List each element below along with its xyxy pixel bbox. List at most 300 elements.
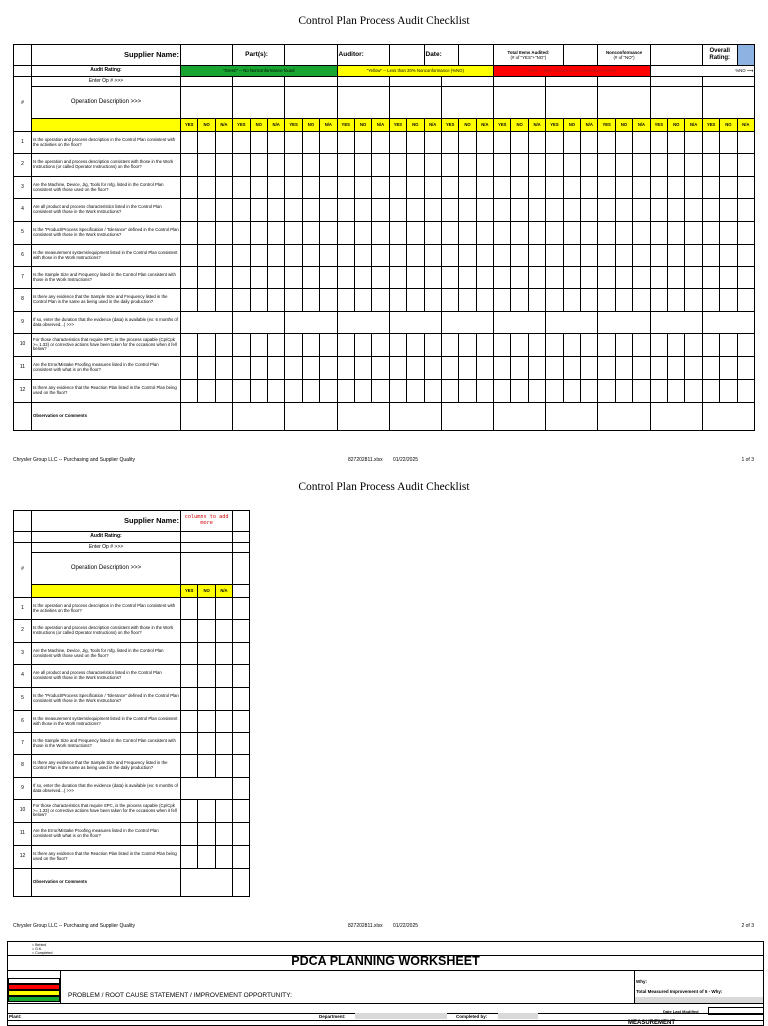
answer-cell[interactable]	[285, 245, 302, 267]
answer-cell[interactable]	[181, 643, 198, 665]
answer-cell[interactable]	[563, 154, 580, 177]
answer-cell[interactable]	[181, 711, 198, 733]
answer-cell[interactable]	[528, 199, 545, 222]
answer-cell[interactable]	[581, 289, 598, 312]
answer-cell[interactable]	[650, 334, 667, 357]
answer-cell[interactable]	[285, 267, 302, 289]
answer-cell[interactable]	[650, 289, 667, 312]
answer-cell[interactable]	[215, 357, 232, 380]
answer-cell[interactable]	[476, 177, 493, 199]
answer-cell[interactable]	[528, 357, 545, 380]
answer-cell[interactable]	[633, 357, 650, 380]
answer-cell[interactable]	[702, 334, 719, 357]
answer-cell[interactable]	[685, 380, 702, 403]
answer-cell[interactable]	[528, 245, 545, 267]
answer-cell[interactable]	[320, 199, 337, 222]
answer-cell[interactable]	[267, 289, 284, 312]
answer-cell[interactable]	[250, 222, 267, 245]
answer-cell[interactable]	[372, 334, 389, 357]
answer-cell[interactable]	[546, 245, 563, 267]
answer-cell[interactable]	[320, 334, 337, 357]
answer-cell[interactable]	[215, 380, 232, 403]
answer-cell[interactable]	[215, 755, 232, 778]
answer-cell[interactable]	[685, 334, 702, 357]
duration-field[interactable]	[494, 312, 546, 334]
answer-cell[interactable]	[668, 267, 685, 289]
answer-cell[interactable]	[424, 357, 441, 380]
answer-cell[interactable]	[581, 357, 598, 380]
answer-cell[interactable]	[407, 132, 424, 154]
answer-cell[interactable]	[267, 267, 284, 289]
op-description-field[interactable]	[337, 87, 389, 119]
op-description-field[interactable]	[494, 87, 546, 119]
date-field[interactable]	[459, 45, 494, 66]
duration-field[interactable]	[546, 312, 598, 334]
answer-cell[interactable]	[233, 199, 250, 222]
answer-cell[interactable]	[285, 132, 302, 154]
answer-cell[interactable]	[528, 334, 545, 357]
answer-cell[interactable]	[494, 199, 511, 222]
op-description-field[interactable]	[181, 87, 233, 119]
answer-cell[interactable]	[511, 177, 528, 199]
total-items-field[interactable]	[563, 45, 598, 66]
answer-cell[interactable]	[615, 357, 632, 380]
answer-cell[interactable]	[215, 620, 232, 643]
answer-cell[interactable]	[233, 380, 250, 403]
answer-cell[interactable]	[354, 132, 371, 154]
answer-cell[interactable]	[233, 222, 250, 245]
answer-cell[interactable]	[407, 222, 424, 245]
answer-cell[interactable]	[650, 380, 667, 403]
answer-cell[interactable]	[181, 132, 198, 154]
answer-cell[interactable]	[215, 267, 232, 289]
answer-cell[interactable]	[215, 823, 232, 846]
answer-cell[interactable]	[320, 154, 337, 177]
nonconformance-field[interactable]	[650, 45, 702, 66]
answer-cell[interactable]	[181, 755, 198, 778]
answer-cell[interactable]	[441, 357, 458, 380]
answer-cell[interactable]	[650, 132, 667, 154]
answer-cell[interactable]	[372, 289, 389, 312]
answer-cell[interactable]	[285, 199, 302, 222]
answer-cell[interactable]	[198, 177, 215, 199]
answer-cell[interactable]	[354, 245, 371, 267]
answer-cell[interactable]	[511, 289, 528, 312]
answer-cell[interactable]	[441, 199, 458, 222]
answer-cell[interactable]	[546, 267, 563, 289]
answer-cell[interactable]	[615, 289, 632, 312]
answer-cell[interactable]	[668, 177, 685, 199]
answer-cell[interactable]	[389, 289, 406, 312]
observation-field[interactable]	[233, 403, 285, 431]
answer-cell[interactable]	[267, 357, 284, 380]
answer-cell[interactable]	[372, 132, 389, 154]
answer-cell[interactable]	[633, 267, 650, 289]
answer-cell[interactable]	[702, 177, 719, 199]
answer-cell[interactable]	[459, 267, 476, 289]
answer-cell[interactable]	[459, 245, 476, 267]
answer-cell[interactable]	[459, 132, 476, 154]
answer-cell[interactable]	[407, 357, 424, 380]
answer-cell[interactable]	[337, 380, 354, 403]
answer-cell[interactable]	[737, 222, 754, 245]
answer-cell[interactable]	[424, 245, 441, 267]
answer-cell[interactable]	[581, 267, 598, 289]
answer-cell[interactable]	[267, 199, 284, 222]
answer-cell[interactable]	[389, 334, 406, 357]
answer-cell[interactable]	[198, 823, 215, 846]
answer-cell[interactable]	[511, 154, 528, 177]
answer-cell[interactable]	[302, 267, 319, 289]
answer-cell[interactable]	[181, 357, 198, 380]
answer-cell[interactable]	[511, 245, 528, 267]
observation-field[interactable]	[598, 403, 650, 431]
answer-cell[interactable]	[546, 132, 563, 154]
completed-by-field[interactable]	[498, 1013, 538, 1019]
answer-cell[interactable]	[181, 823, 198, 846]
answer-cell[interactable]	[459, 357, 476, 380]
duration-field[interactable]	[181, 778, 233, 800]
answer-cell[interactable]	[581, 154, 598, 177]
answer-cell[interactable]	[337, 289, 354, 312]
observation-field[interactable]	[702, 403, 754, 431]
answer-cell[interactable]	[372, 380, 389, 403]
duration-field[interactable]	[441, 312, 493, 334]
answer-cell[interactable]	[563, 222, 580, 245]
answer-cell[interactable]	[563, 357, 580, 380]
answer-cell[interactable]	[250, 267, 267, 289]
answer-cell[interactable]	[198, 800, 215, 823]
answer-cell[interactable]	[424, 154, 441, 177]
answer-cell[interactable]	[198, 222, 215, 245]
answer-cell[interactable]	[598, 334, 615, 357]
answer-cell[interactable]	[563, 289, 580, 312]
answer-cell[interactable]	[320, 289, 337, 312]
answer-cell[interactable]	[546, 334, 563, 357]
answer-cell[interactable]	[615, 132, 632, 154]
answer-cell[interactable]	[633, 177, 650, 199]
answer-cell[interactable]	[668, 199, 685, 222]
answer-cell[interactable]	[650, 267, 667, 289]
answer-cell[interactable]	[720, 289, 737, 312]
answer-cell[interactable]	[407, 289, 424, 312]
answer-cell[interactable]	[615, 222, 632, 245]
answer-cell[interactable]	[633, 199, 650, 222]
answer-cell[interactable]	[181, 199, 198, 222]
answer-cell[interactable]	[215, 711, 232, 733]
answer-cell[interactable]	[459, 177, 476, 199]
answer-cell[interactable]	[181, 620, 198, 643]
answer-cell[interactable]	[198, 334, 215, 357]
answer-cell[interactable]	[181, 598, 198, 620]
answer-cell[interactable]	[511, 267, 528, 289]
answer-cell[interactable]	[650, 245, 667, 267]
answer-cell[interactable]	[737, 267, 754, 289]
answer-cell[interactable]	[685, 222, 702, 245]
answer-cell[interactable]	[650, 357, 667, 380]
duration-field[interactable]	[181, 312, 233, 334]
answer-cell[interactable]	[494, 245, 511, 267]
op-description-field[interactable]	[233, 87, 285, 119]
answer-cell[interactable]	[215, 154, 232, 177]
answer-cell[interactable]	[511, 132, 528, 154]
answer-cell[interactable]	[650, 222, 667, 245]
duration-field[interactable]	[233, 312, 285, 334]
observation-field[interactable]	[285, 403, 337, 431]
answer-cell[interactable]	[320, 222, 337, 245]
op-description-field[interactable]	[598, 87, 650, 119]
supplier-name-field[interactable]	[181, 45, 233, 66]
answer-cell[interactable]	[198, 132, 215, 154]
answer-cell[interactable]	[476, 154, 493, 177]
answer-cell[interactable]	[546, 380, 563, 403]
answer-cell[interactable]	[494, 222, 511, 245]
answer-cell[interactable]	[702, 380, 719, 403]
op-number-field[interactable]	[233, 77, 285, 87]
answer-cell[interactable]	[702, 245, 719, 267]
parts-field[interactable]	[285, 45, 337, 66]
answer-cell[interactable]	[215, 334, 232, 357]
answer-cell[interactable]	[354, 289, 371, 312]
answer-cell[interactable]	[668, 289, 685, 312]
answer-cell[interactable]	[546, 357, 563, 380]
answer-cell[interactable]	[563, 267, 580, 289]
answer-cell[interactable]	[198, 733, 215, 755]
answer-cell[interactable]	[511, 357, 528, 380]
answer-cell[interactable]	[389, 357, 406, 380]
answer-cell[interactable]	[267, 245, 284, 267]
answer-cell[interactable]	[737, 132, 754, 154]
answer-cell[interactable]	[668, 334, 685, 357]
answer-cell[interactable]	[424, 380, 441, 403]
answer-cell[interactable]	[581, 334, 598, 357]
answer-cell[interactable]	[615, 199, 632, 222]
answer-cell[interactable]	[615, 380, 632, 403]
answer-cell[interactable]	[267, 154, 284, 177]
answer-cell[interactable]	[285, 380, 302, 403]
answer-cell[interactable]	[198, 620, 215, 643]
answer-cell[interactable]	[633, 132, 650, 154]
op-number-field[interactable]	[598, 77, 650, 87]
answer-cell[interactable]	[372, 222, 389, 245]
answer-cell[interactable]	[181, 154, 198, 177]
answer-cell[interactable]	[389, 267, 406, 289]
answer-cell[interactable]	[563, 245, 580, 267]
op-description-field[interactable]	[389, 87, 441, 119]
answer-cell[interactable]	[285, 154, 302, 177]
answer-cell[interactable]	[494, 357, 511, 380]
op-description-field[interactable]	[546, 87, 598, 119]
answer-cell[interactable]	[198, 755, 215, 778]
duration-field[interactable]	[598, 312, 650, 334]
answer-cell[interactable]	[615, 245, 632, 267]
answer-cell[interactable]	[685, 132, 702, 154]
answer-cell[interactable]	[424, 334, 441, 357]
answer-cell[interactable]	[494, 154, 511, 177]
answer-cell[interactable]	[685, 357, 702, 380]
answer-cell[interactable]	[581, 199, 598, 222]
answer-cell[interactable]	[476, 222, 493, 245]
answer-cell[interactable]	[181, 688, 198, 711]
answer-cell[interactable]	[528, 132, 545, 154]
answer-cell[interactable]	[407, 267, 424, 289]
answer-cell[interactable]	[407, 380, 424, 403]
answer-cell[interactable]	[337, 154, 354, 177]
answer-cell[interactable]	[215, 199, 232, 222]
answer-cell[interactable]	[476, 357, 493, 380]
answer-cell[interactable]	[598, 380, 615, 403]
answer-cell[interactable]	[389, 222, 406, 245]
answer-cell[interactable]	[372, 357, 389, 380]
answer-cell[interactable]	[215, 643, 232, 665]
answer-cell[interactable]	[250, 357, 267, 380]
answer-cell[interactable]	[598, 177, 615, 199]
answer-cell[interactable]	[720, 132, 737, 154]
answer-cell[interactable]	[215, 733, 232, 755]
duration-field[interactable]	[337, 312, 389, 334]
answer-cell[interactable]	[598, 267, 615, 289]
answer-cell[interactable]	[441, 267, 458, 289]
answer-cell[interactable]	[320, 357, 337, 380]
op-description-field[interactable]	[441, 87, 493, 119]
answer-cell[interactable]	[720, 154, 737, 177]
answer-cell[interactable]	[563, 199, 580, 222]
answer-cell[interactable]	[702, 267, 719, 289]
auditor-field[interactable]	[389, 45, 424, 66]
answer-cell[interactable]	[633, 245, 650, 267]
answer-cell[interactable]	[181, 289, 198, 312]
answer-cell[interactable]	[441, 380, 458, 403]
observation-field[interactable]	[546, 403, 598, 431]
answer-cell[interactable]	[302, 132, 319, 154]
answer-cell[interactable]	[494, 177, 511, 199]
answer-cell[interactable]	[389, 199, 406, 222]
answer-cell[interactable]	[181, 665, 198, 688]
observation-field[interactable]	[389, 403, 441, 431]
answer-cell[interactable]	[407, 245, 424, 267]
answer-cell[interactable]	[233, 132, 250, 154]
answer-cell[interactable]	[389, 177, 406, 199]
answer-cell[interactable]	[250, 132, 267, 154]
answer-cell[interactable]	[702, 154, 719, 177]
op-number-field[interactable]	[494, 77, 546, 87]
answer-cell[interactable]	[737, 289, 754, 312]
answer-cell[interactable]	[424, 267, 441, 289]
answer-cell[interactable]	[302, 380, 319, 403]
answer-cell[interactable]	[598, 222, 615, 245]
op-description-field[interactable]	[702, 87, 754, 119]
answer-cell[interactable]	[598, 199, 615, 222]
answer-cell[interactable]	[702, 199, 719, 222]
answer-cell[interactable]	[528, 177, 545, 199]
answer-cell[interactable]	[233, 334, 250, 357]
department-field[interactable]	[355, 1013, 447, 1019]
observation-field[interactable]	[181, 869, 233, 897]
answer-cell[interactable]	[685, 245, 702, 267]
answer-cell[interactable]	[441, 222, 458, 245]
answer-cell[interactable]	[407, 199, 424, 222]
answer-cell[interactable]	[685, 267, 702, 289]
answer-cell[interactable]	[267, 132, 284, 154]
answer-cell[interactable]	[233, 289, 250, 312]
answer-cell[interactable]	[302, 199, 319, 222]
answer-cell[interactable]	[702, 289, 719, 312]
answer-cell[interactable]	[441, 334, 458, 357]
answer-cell[interactable]	[198, 598, 215, 620]
answer-cell[interactable]	[424, 177, 441, 199]
answer-cell[interactable]	[528, 154, 545, 177]
answer-cell[interactable]	[181, 800, 198, 823]
answer-cell[interactable]	[181, 846, 198, 869]
answer-cell[interactable]	[581, 222, 598, 245]
answer-cell[interactable]	[354, 177, 371, 199]
answer-cell[interactable]	[702, 132, 719, 154]
answer-cell[interactable]	[720, 267, 737, 289]
answer-cell[interactable]	[250, 245, 267, 267]
answer-cell[interactable]	[615, 267, 632, 289]
answer-cell[interactable]	[737, 380, 754, 403]
overall-rating-field[interactable]	[737, 45, 754, 66]
answer-cell[interactable]	[250, 289, 267, 312]
observation-field[interactable]	[494, 403, 546, 431]
answer-cell[interactable]	[320, 267, 337, 289]
observation-field[interactable]	[650, 403, 702, 431]
answer-cell[interactable]	[702, 357, 719, 380]
op-number-field[interactable]	[337, 77, 389, 87]
answer-cell[interactable]	[285, 357, 302, 380]
answer-cell[interactable]	[285, 177, 302, 199]
answer-cell[interactable]	[598, 357, 615, 380]
answer-cell[interactable]	[372, 177, 389, 199]
answer-cell[interactable]	[633, 222, 650, 245]
answer-cell[interactable]	[198, 688, 215, 711]
answer-cell[interactable]	[511, 334, 528, 357]
answer-cell[interactable]	[267, 334, 284, 357]
answer-cell[interactable]	[181, 334, 198, 357]
op-number-field[interactable]	[181, 77, 233, 87]
answer-cell[interactable]	[424, 222, 441, 245]
answer-cell[interactable]	[581, 132, 598, 154]
answer-cell[interactable]	[685, 154, 702, 177]
op-description-field[interactable]	[650, 87, 702, 119]
answer-cell[interactable]	[337, 177, 354, 199]
answer-cell[interactable]	[650, 154, 667, 177]
answer-cell[interactable]	[302, 222, 319, 245]
duration-field[interactable]	[389, 312, 441, 334]
answer-cell[interactable]	[546, 154, 563, 177]
answer-cell[interactable]	[250, 177, 267, 199]
answer-cell[interactable]	[407, 177, 424, 199]
observation-field[interactable]	[441, 403, 493, 431]
answer-cell[interactable]	[633, 289, 650, 312]
answer-cell[interactable]	[181, 267, 198, 289]
answer-cell[interactable]	[372, 267, 389, 289]
answer-cell[interactable]	[198, 267, 215, 289]
answer-cell[interactable]	[737, 334, 754, 357]
answer-cell[interactable]	[563, 334, 580, 357]
answer-cell[interactable]	[650, 199, 667, 222]
answer-cell[interactable]	[198, 711, 215, 733]
answer-cell[interactable]	[302, 154, 319, 177]
answer-cell[interactable]	[407, 334, 424, 357]
answer-cell[interactable]	[250, 380, 267, 403]
answer-cell[interactable]	[215, 132, 232, 154]
answer-cell[interactable]	[285, 222, 302, 245]
answer-cell[interactable]	[389, 380, 406, 403]
answer-cell[interactable]	[476, 199, 493, 222]
op-number-field[interactable]	[441, 77, 493, 87]
answer-cell[interactable]	[198, 199, 215, 222]
